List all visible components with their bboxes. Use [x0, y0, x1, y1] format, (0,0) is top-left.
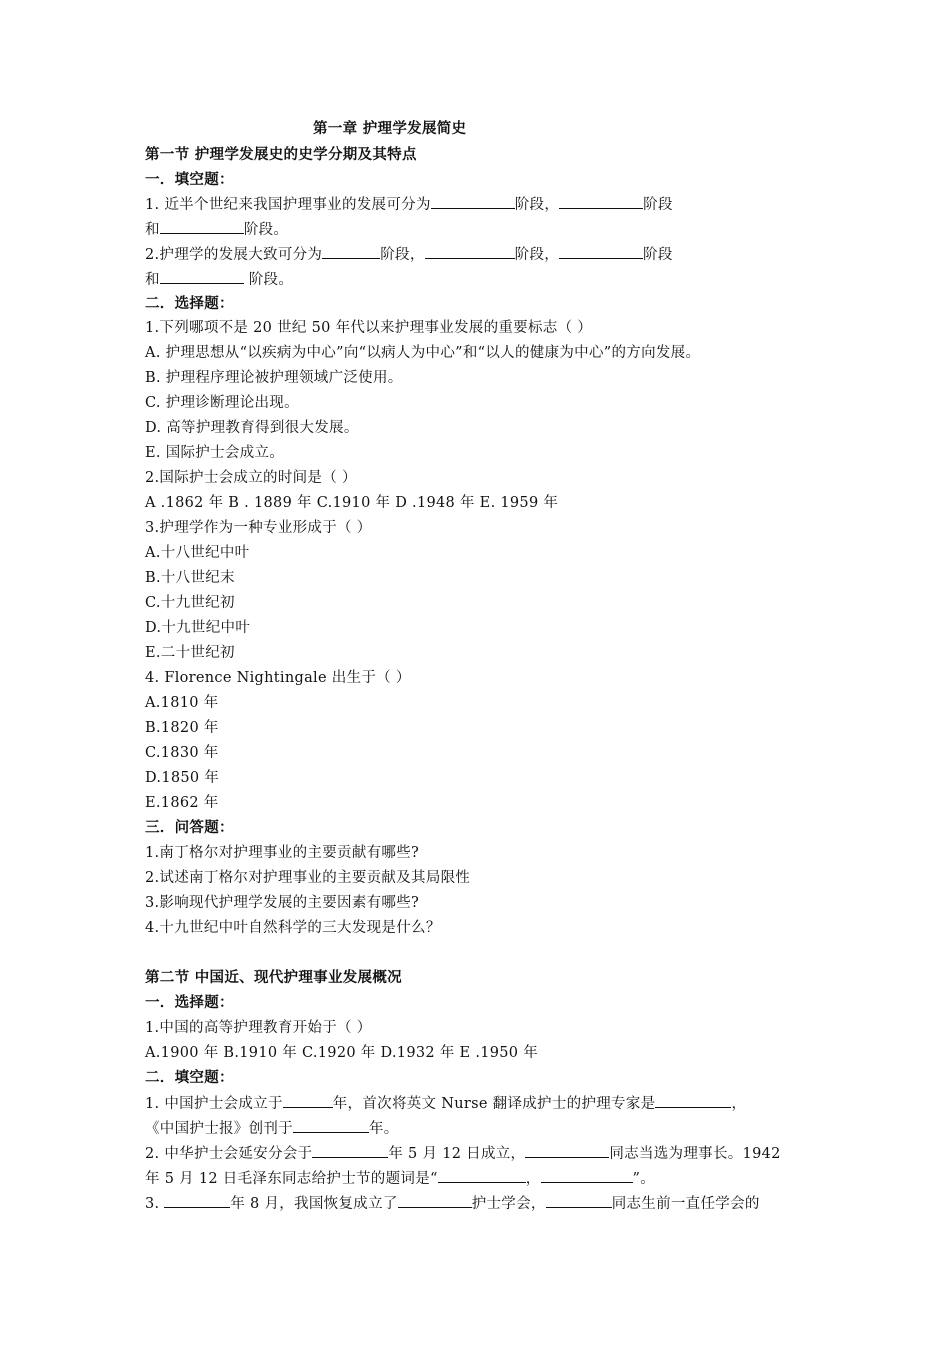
- s2-choice-q1-stem: 1.中国的高等护理教育开始于（ ）: [145, 1020, 372, 1036]
- s1-choice-q3-option-b: B.十八世纪末: [145, 570, 235, 586]
- text: 2.护理学的发展大致可分为: [145, 247, 323, 263]
- text: 年，首次将英文 Nurse 翻译成护士的护理专家是: [332, 1096, 656, 1112]
- text: 1. 近半个世纪来我国护理事业的发展可分为: [145, 197, 431, 213]
- s2-fill-heading: 二．填空题：: [145, 1070, 234, 1086]
- answer-blank[interactable]: [160, 219, 244, 234]
- text: 3.: [145, 1196, 165, 1212]
- text: 护士学会，: [471, 1196, 546, 1212]
- s1-choice-q4-option-b: B.1820 年: [145, 720, 219, 736]
- s1-choice-q4-option-e: E.1862 年: [145, 795, 219, 811]
- s1-choice-q3-option-a: A.十八世纪中叶: [145, 545, 250, 561]
- s2-fill-q2-line2: [145, 1168, 655, 1189]
- text: 阶段，: [380, 247, 425, 263]
- answer-blank[interactable]: [283, 1093, 333, 1108]
- text: 阶段。: [243, 222, 289, 238]
- text: ”。: [632, 1171, 656, 1187]
- s1-choice-q1-option-c: C. 护理诊断理论出现。: [145, 395, 299, 411]
- answer-blank[interactable]: [655, 1093, 731, 1108]
- s2-fill-q1-line2: [145, 1118, 399, 1139]
- answer-blank[interactable]: [160, 269, 244, 284]
- s1-fill-q2-line1: [145, 244, 673, 265]
- s1-choice-q1-option-a: A. 护理思想从“以疾病为中心”向“以病人为中心”和“以人的健康为中心”的方向发展。: [145, 345, 701, 361]
- s1-choice-q3-option-c: C.十九世纪初: [145, 595, 235, 611]
- s1-choice-q3-option-e: E.二十世纪初: [145, 645, 235, 661]
- text: 和: [145, 222, 160, 238]
- s1-choice-q1-option-d: D. 高等护理教育得到很大发展。: [145, 420, 359, 436]
- answer-blank[interactable]: [293, 1118, 369, 1133]
- text: 和: [145, 272, 160, 288]
- text: ，: [525, 1171, 541, 1187]
- s2-fill-q2-line1: [145, 1143, 781, 1164]
- section-2-title: 第二节 中国近、现代护理事业发展概况: [145, 970, 402, 986]
- s1-choice-q4-option-d: D.1850 年: [145, 770, 220, 786]
- s2-choice-heading: 一．选择题：: [145, 995, 234, 1011]
- answer-blank[interactable]: [322, 244, 380, 259]
- s2-choice-q1-options: A.1900 年 B.1910 年 C.1920 年 D.1932 年 E .1950 年: [145, 1045, 539, 1061]
- s1-qa-item-4: 4.十九世纪中叶自然科学的三大发现是什么？: [145, 920, 441, 936]
- s1-qa-heading: 三．问答题：: [145, 820, 234, 836]
- s1-fill-q1-line1: [145, 194, 673, 215]
- answer-blank[interactable]: [546, 1193, 612, 1208]
- s1-choice-q2-options: A .1862 年 B . 1889 年 C.1910 年 D .1948 年 E. 1959 年: [145, 495, 559, 511]
- s1-choice-q1-stem: 1.下列哪项不是 20 世纪 50 年代以来护理事业发展的重要标志（ ）: [145, 320, 593, 336]
- s1-choice-q3-option-d: D.十九世纪中叶: [145, 620, 251, 636]
- answer-blank[interactable]: [312, 1143, 388, 1158]
- s2-fill-q3-line1: [145, 1193, 760, 1214]
- s1-choice-q2-stem: 2.国际护士会成立的时间是（ ）: [145, 470, 357, 486]
- answer-blank[interactable]: [164, 1193, 230, 1208]
- text: 同志生前一直任学会的: [611, 1196, 760, 1212]
- s1-choice-q4-option-c: C.1830 年: [145, 745, 219, 761]
- s1-choice-q1-option-b: B. 护理程序理论被护理领域广泛使用。: [145, 370, 403, 386]
- text: 年。: [369, 1121, 399, 1137]
- text: 1. 中国护士会成立于: [145, 1096, 283, 1112]
- text: 年 8 月，我国恢复成立了: [230, 1196, 398, 1212]
- s1-qa-item-3: 3.影响现代护理学发展的主要因素有哪些?: [145, 895, 420, 911]
- s1-choice-q4-option-a: A.1810 年: [145, 695, 219, 711]
- answer-blank[interactable]: [398, 1193, 472, 1208]
- text: 阶段: [643, 197, 673, 213]
- chapter-title: 第一章 护理学发展简史: [313, 121, 467, 137]
- text: 阶段，: [514, 247, 560, 263]
- s2-fill-q1-line1: [145, 1093, 746, 1114]
- answer-blank[interactable]: [541, 1168, 633, 1183]
- answer-blank[interactable]: [431, 194, 515, 209]
- text: 阶段，: [514, 197, 560, 213]
- s1-choice-q4-stem: 4. Florence Nightingale 出生于（ ）: [145, 670, 411, 686]
- s1-qa-item-2: 2.试述南丁格尔对护理事业的主要贡献及其局限性: [145, 870, 471, 886]
- text: 同志当选为理事长。1942: [609, 1146, 781, 1162]
- text: 阶段。: [243, 272, 294, 288]
- text: 阶段: [643, 247, 673, 263]
- text: 年 5 月 12 日成立，: [388, 1146, 526, 1162]
- s1-fill-q2-line2: [145, 269, 293, 290]
- text: 《中国护士报》创刊于: [145, 1121, 293, 1137]
- text: ，: [731, 1096, 747, 1112]
- s1-fill-q1-line2: [145, 219, 288, 240]
- s1-qa-item-1: 1.南丁格尔对护理事业的主要贡献有哪些?: [145, 845, 420, 861]
- s1-fill-heading: 一．填空题：: [145, 172, 234, 188]
- s1-choice-q3-stem: 3.护理学作为一种专业形成于（ ）: [145, 520, 372, 536]
- answer-blank[interactable]: [559, 244, 643, 259]
- s1-choice-q1-option-e: E. 国际护士会成立。: [145, 445, 285, 461]
- text: 年 5 月 12 日毛泽东同志给护士节的题词是“: [145, 1171, 438, 1187]
- answer-blank[interactable]: [438, 1168, 526, 1183]
- answer-blank[interactable]: [425, 244, 515, 259]
- answer-blank[interactable]: [559, 194, 643, 209]
- answer-blank[interactable]: [525, 1143, 609, 1158]
- section-1-title: 第一节 护理学发展史的史学分期及其特点: [145, 147, 417, 163]
- text: 2. 中华护士会延安分会于: [145, 1146, 313, 1162]
- s1-choice-heading: 二．选择题：: [145, 296, 234, 312]
